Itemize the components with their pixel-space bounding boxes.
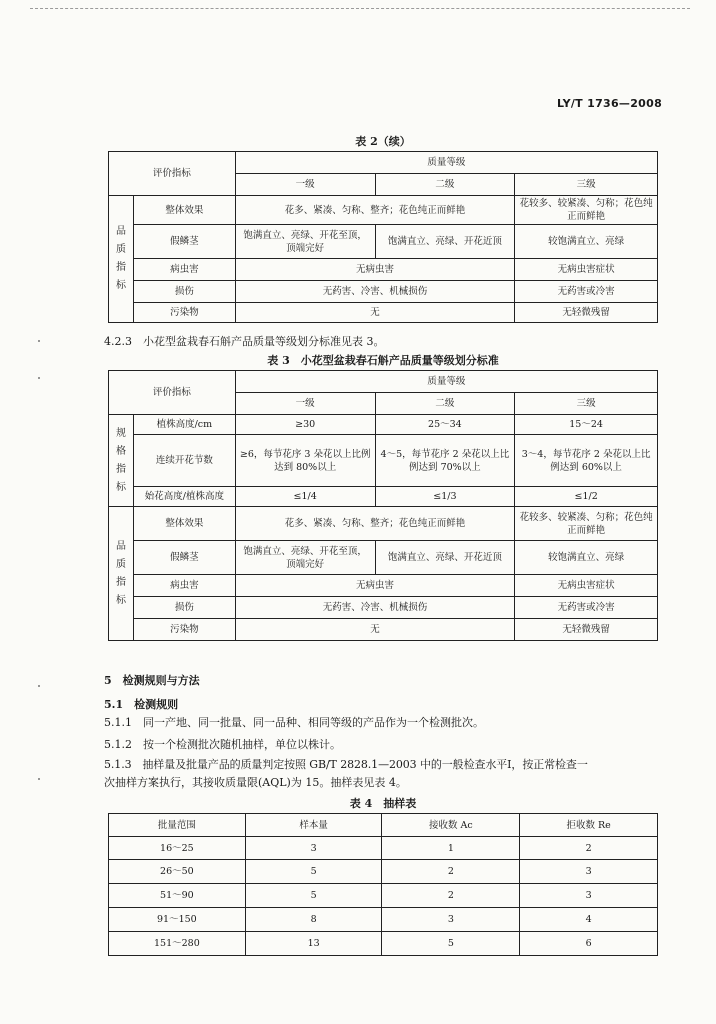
table2-row-name: 假鳞茎: [133, 225, 235, 259]
table3-row-name: 假鳞茎: [133, 541, 235, 575]
table4-cell: 13: [245, 932, 382, 956]
section-5-1-3-line2: 次抽样方案执行，其接收质量限(AQL)为 15。抽样表见表 4。: [104, 776, 407, 789]
table3-cell: ≤1/4: [235, 487, 375, 507]
standard-code: LY/T 1736—2008: [557, 97, 663, 110]
table4-cell: 2: [382, 860, 520, 884]
table2-row-name: 损伤: [133, 281, 235, 303]
section-5-1-2: 5.1.2 按一个检测批次随机抽样，单位以株计。: [104, 738, 341, 751]
table4-cell: 3: [520, 884, 658, 908]
table3-row-name: 污染物: [133, 619, 235, 641]
table2-cell: 较饱满直立、亮绿: [515, 225, 658, 259]
table4-header: 样本量: [245, 814, 382, 837]
table2-row-name: 污染物: [133, 303, 235, 323]
table3-cell: 饱满直立、亮绿、开花近顶: [375, 541, 515, 575]
table2-caption: 表 2（续）: [355, 135, 411, 148]
table4-header: 拒收数 Re: [520, 814, 658, 837]
table4-cell: 26～50: [109, 860, 246, 884]
table4-header: 批量范围: [109, 814, 246, 837]
table3-cell: 无轻微残留: [515, 619, 658, 641]
table2-grade-header: 质量等级: [235, 152, 657, 174]
table4: [108, 813, 658, 956]
table3-grade-3: 三级: [515, 393, 658, 415]
scan-speck: [38, 377, 40, 379]
section-5-1-1: 5.1.1 同一产地、同一批量、同一品种、相同等级的产品作为一个检测批次。: [104, 716, 484, 729]
table3-row-name: 连续开花节数: [133, 435, 235, 487]
section-5-1-3-line1: 5.1.3 抽样量及批量产品的质量判定按照 GB/T 2828.1—2003 中的一般检查水平Ⅰ，按正常检查一: [104, 758, 588, 771]
table2: [108, 151, 658, 323]
table3-cell: 饱满直立、亮绿、开花至顶，顶端完好: [235, 541, 375, 575]
table3-grade-2: 二级: [375, 393, 515, 415]
table3-cell: 无药害或冷害: [515, 597, 658, 619]
table4-cell: 5: [382, 932, 520, 956]
table4-cell: 3: [520, 860, 658, 884]
table2-group-label: 品质指标: [109, 196, 134, 323]
table2-cell: 花较多、较紧凑、匀称；花色纯正而鲜艳: [515, 196, 658, 225]
table3-cell: 较饱满直立、亮绿: [515, 541, 658, 575]
table3-cell: 无药害、冷害、机械损伤: [235, 597, 514, 619]
table4-cell: 16～25: [109, 837, 246, 860]
table3-cell: 无病虫害: [235, 575, 514, 597]
table3-cell: ≤1/2: [515, 487, 658, 507]
table3-cell: 3～4，每节花序 2 朵花以上比例达到 60%以上: [515, 435, 658, 487]
table2-grade-2: 二级: [375, 174, 515, 196]
table3-cell: ≥30: [235, 415, 375, 435]
table3-spec-label: 规格指标: [109, 415, 134, 507]
table3-quality-label: 品质指标: [109, 507, 134, 641]
table4-cell: 5: [245, 860, 382, 884]
section-5-title: 5 检测规则与方法: [104, 674, 200, 687]
table3-cell: 25～34: [375, 415, 515, 435]
table3-grade-1: 一级: [235, 393, 375, 415]
table3-row-name: 病虫害: [133, 575, 235, 597]
table3-cell: 无病虫害症状: [515, 575, 658, 597]
table4-cell: 3: [245, 837, 382, 860]
table2-cell: 饱满直立、亮绿、开花近顶: [375, 225, 515, 259]
scan-speck: [38, 778, 40, 780]
table3-row-name: 损伤: [133, 597, 235, 619]
table3-caption: 表 3 小花型盆栽春石斛产品质量等级划分标准: [267, 354, 499, 367]
table2-cell: 无: [235, 303, 514, 323]
table4-cell: 3: [382, 908, 520, 932]
table4-cell: 2: [520, 837, 658, 860]
table4-cell: 4: [520, 908, 658, 932]
table2-row-name: 病虫害: [133, 259, 235, 281]
table3-cell: ≥6，每节花序 3 朵花以上比例达到 80%以上: [235, 435, 375, 487]
table4-cell: 6: [520, 932, 658, 956]
table4-caption: 表 4 抽样表: [349, 797, 417, 810]
scan-speck: [38, 685, 40, 687]
table3-row-name: 整体效果: [133, 507, 235, 541]
table4-cell: 91～150: [109, 908, 246, 932]
table2-grade-1: 一级: [235, 174, 375, 196]
table3: [108, 370, 658, 641]
table3-cell: ≤1/3: [375, 487, 515, 507]
table3-eval-header: 评价指标: [109, 371, 236, 415]
table4-cell: 5: [245, 884, 382, 908]
table4-cell: 51～90: [109, 884, 246, 908]
table2-cell: 花多、紧凑、匀称、整齐；花色纯正而鲜艳: [235, 196, 514, 225]
scan-speck: [38, 340, 40, 342]
table2-row-name: 整体效果: [133, 196, 235, 225]
table3-cell: 无: [235, 619, 514, 641]
table3-cell: 4～5，每节花序 2 朵花以上比例达到 70%以上: [375, 435, 515, 487]
table2-cell: 无药害或冷害: [515, 281, 658, 303]
para-4-2-3: 4.2.3 小花型盆栽春石斛产品质量等级划分标准见表 3。: [104, 335, 385, 348]
table4-cell: 2: [382, 884, 520, 908]
table3-row-name: 始花高度/植株高度: [133, 487, 235, 507]
table4-cell: 151～280: [109, 932, 246, 956]
table2-grade-3: 三级: [515, 174, 658, 196]
table3-row-name: 植株高度/cm: [133, 415, 235, 435]
table2-cell: 无病虫害症状: [515, 259, 658, 281]
table3-cell: 花较多、较紧凑、匀称；花色纯正而鲜艳: [515, 507, 658, 541]
table2-eval-header: 评价指标: [109, 152, 236, 196]
scan-top-edge: [30, 8, 690, 9]
table2-cell: 无轻微残留: [515, 303, 658, 323]
table2-cell: 无药害、冷害、机械损伤: [235, 281, 514, 303]
table3-cell: 15～24: [515, 415, 658, 435]
table2-cell: 饱满直立、亮绿、开花至顶，顶端完好: [235, 225, 375, 259]
table2-cell: 无病虫害: [235, 259, 514, 281]
table3-grade-header: 质量等级: [235, 371, 657, 393]
table3-cell: 花多、紧凑、匀称、整齐；花色纯正而鲜艳: [235, 507, 514, 541]
table4-cell: 8: [245, 908, 382, 932]
section-5-1: 5.1 检测规则: [104, 698, 179, 711]
table4-cell: 1: [382, 837, 520, 860]
table4-header: 接收数 Ac: [382, 814, 520, 837]
